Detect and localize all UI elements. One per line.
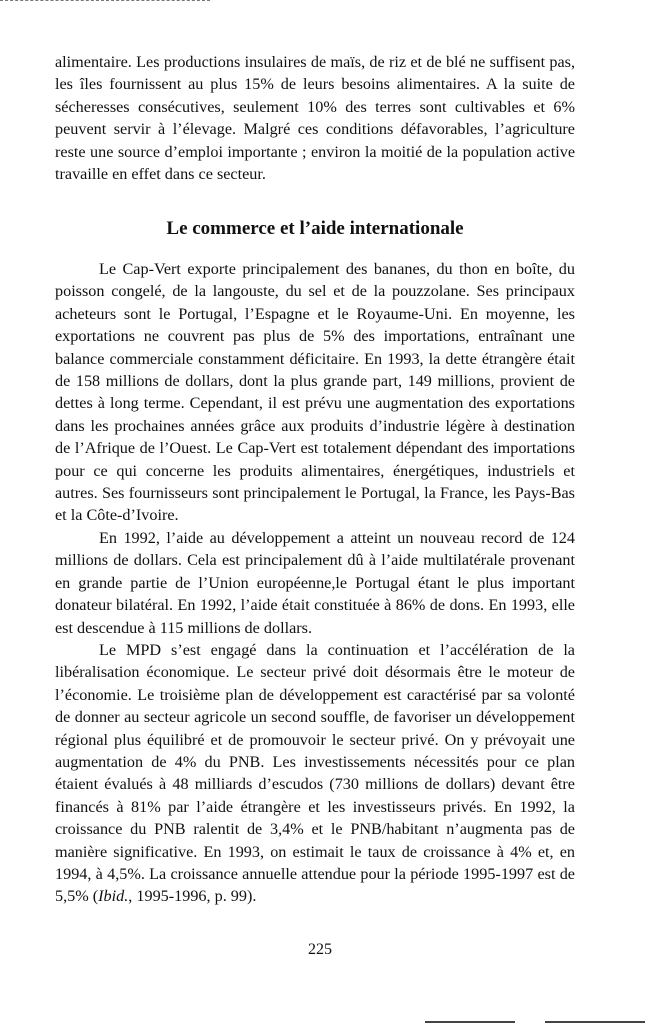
bottom-rule-right bbox=[545, 1021, 645, 1023]
paragraph-exports: Le Cap-Vert exporte principalement des bananes, du thon en boîte, du poisson congelé, de la langouste, du sel et de la pouzzolane. Ses principaux acheteurs sont le Portugal, l’Espagne et le Royaume-Uni. En moyenne, les exportations ne couvrent pas plus de 5% des importations, entraînant une balance commerciale constamment déficitaire. En 1993, la dette étrangère était de 158 millions de dollars, dont la plus grande part, 149 millions, provient de dettes à long terme. Cependant, il est prévu une augmentation des exportations dans les prochaines années grâce aux produits d’industrie légère à destination de l’Afrique de l’Ouest. Le Cap-Vert est totalement dépendant des importations pour ce qui concerne les produits alimentaires, énergétiques, industriels et autres. Ses fournisseurs sont principalement le Portugal, la France, les Pays-Bas et la Côte-d’Ivoire. bbox=[55, 260, 575, 525]
paragraph-development-aid: En 1992, l’aide au développement a atteint un nouveau record de 124 millions de dollars. Cela est principalement dû à l’aide multilatérale provenant en grande partie de l’Union européenne,le Portugal étant le plus important donateur bilatéral. En 1992, l’aide était constituée à 86% de dons. En 1993, elle est descendue à 115 millions de dollars. bbox=[55, 528, 575, 637]
page-number-text: 225 bbox=[308, 941, 332, 958]
citation-ibid: Ibid. bbox=[98, 887, 129, 906]
paragraph-agriculture: alimentaire. Les productions insulaires de maïs, de riz et de blé ne suffisent pas, les îles fournissent au plus 15% de leurs besoins alimentaires. A la suite de sécheresses consécutives, seulement 10% des terres sont cultivables et 6% peuvent servir à l’élevage. Malgré ces conditions défavorables, l’agriculture reste une source d’emploi importante ; environ la moitié de la population active travaille en effet dans ce secteur. bbox=[55, 53, 575, 184]
top-dashed-rule bbox=[0, 0, 210, 1]
citation-reference: , 1995-1996, p. 99). bbox=[128, 887, 257, 906]
text-block-before-heading bbox=[55, 51, 575, 185]
section-heading: Le commerce et l’aide internationale bbox=[166, 218, 464, 239]
page-number bbox=[0, 940, 650, 960]
bottom-rule-left bbox=[425, 1021, 515, 1023]
paragraph-mpd-plan bbox=[55, 639, 575, 908]
paragraph-mpd-text: Le MPD s’est engagé dans la continuation et l’accélération de la libéralisation économique. Le secteur privé doit désormais être le moteur de l’économie. Le troisième plan de développement est caractérisé par sa volonté de donner au secteur agricole un second souffle, de favoriser un développement régional plus équilibré et de promouvoir le secteur privé. On y prévoyait une augmentation de 4% du PNB. Les investissements nécessités pour ce plan étaient évalués à 48 milliards d’escudos (730 millions de dollars) devant être financés à 81% par l’aide étrangère et les investisseurs privés. En 1992, la croissance du PNB ralentit de 3,4% et le PNB/habitant n’augmenta pas de manière significative. En 1993, on estimait le taux de croissance à 4% et, en 1994, à 4,5%. La croissance annuelle attendue pour la période 1995-1997 est de 5,5% ( bbox=[55, 640, 575, 906]
text-block-after-heading bbox=[55, 258, 575, 908]
